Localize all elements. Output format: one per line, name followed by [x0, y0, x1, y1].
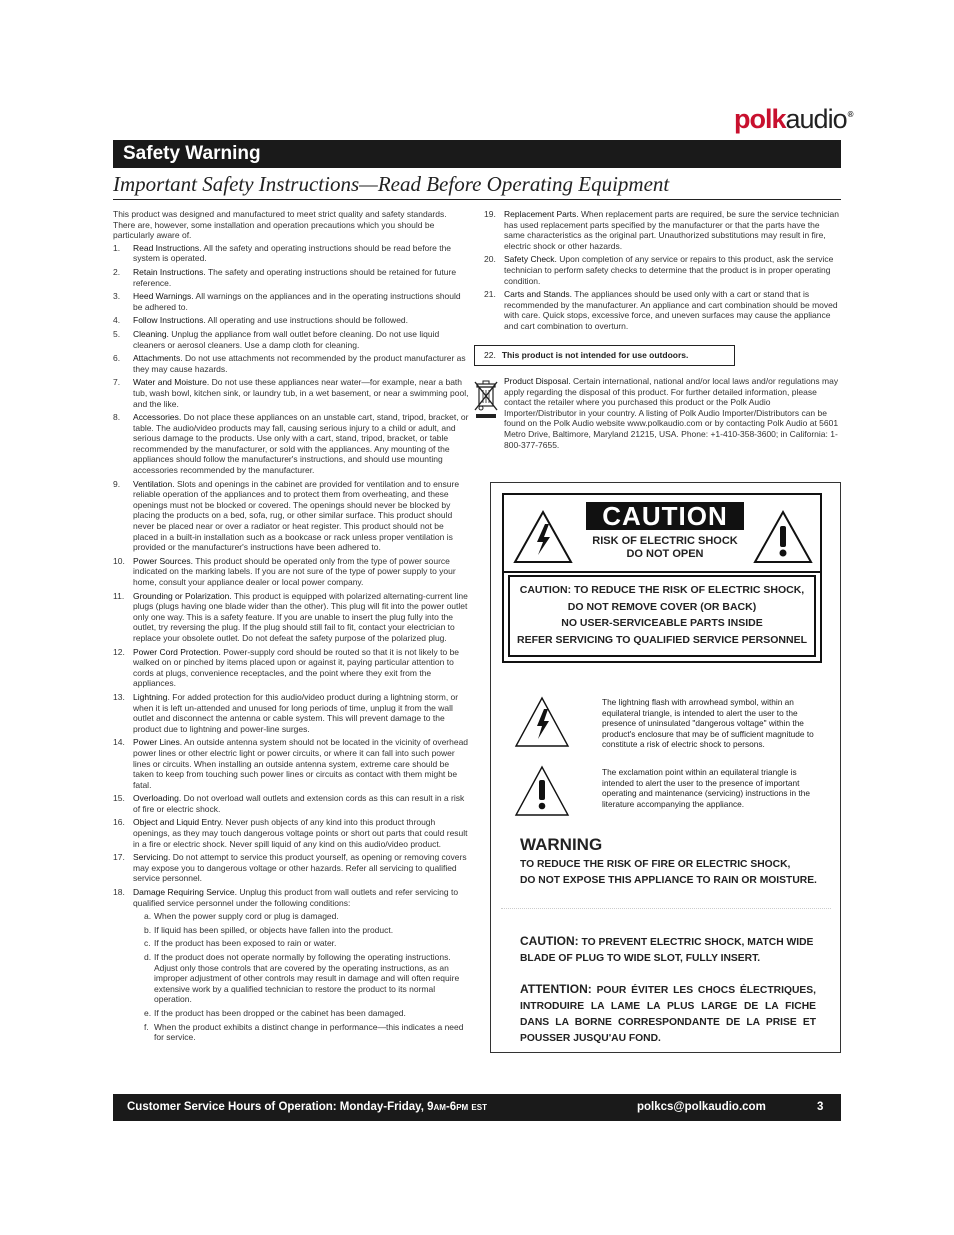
instruction-item: 7. Water and Moisture. Do not use these appliances near water—for example, near a bath tub, wash bowl, kitchen sink, or laundry tub, in a wet basement, or near a swimming pool, and the like. — [113, 377, 469, 409]
service-hours: Customer Service Hours of Operation: Monday-Friday, 9AM-6PM EST — [127, 1101, 487, 1113]
instruction-item: 19. Replacement Parts. When replacement parts are required, be sure the service technician has used replacement parts specified by the manufacturer or that the parts have the same characteristics as the original part. Unauthorized substitutions may result in fire, electric shock or other hazards. — [484, 209, 839, 251]
instruction-item: 14. Power Lines. An outside antenna system should not be located in the vicinity of overhead power lines or other electric light or power circuits, or where it can fall into such power lines or circuits. When installing an outside antenna system, extreme care should be taken to keep from touching such power lines or circuits as contact with them might be fatal. — [113, 737, 469, 790]
risk-of-shock-text: RISK OF ELECTRIC SHOCK DO NOT OPEN — [592, 535, 738, 560]
page-number: 3 — [817, 1101, 824, 1113]
exclamation-symbol-icon — [513, 764, 571, 818]
condition-subitem: b. If liquid has been spilled, or objects have fallen into the product. — [144, 924, 394, 935]
instruction-item: 9. Ventilation. Slots and openings in the cabinet are provided for ventilation and to ensure reliable operation of the appliances and to protect them from overheating, and these openings must not be blocked or covered. The openings should never be blocked by placing the products on a bed, sofa, rug, or other similar surface. This product should never be placed near or over a radiator or heat register. This product should not be placed in a built-in installation such as a bookcase or rack unless proper ventilation is provided or the manufacturer's instructions have been adhered to. — [113, 478, 460, 553]
condition-subitem: d. If the product does not operate normally by following the operating instructions. Adjust only those controls that are covered by the operating instructions, as an improper adjustment of other controls may result in damage and will often require extensive work by a qualified technician to restore the product to its normal operation. — [144, 952, 460, 1005]
instruction-item: 21. Carts and Stands. The appliances should be used only with a cart or stand that is recommended by the manufacturer. An appliance and cart combination should be moved with care. Quick stops, excessive force, and uneven surfaces may cause the appliance and cart combination to overturn. — [484, 289, 838, 331]
warning-text: TO REDUCE THE RISK OF FIRE OR ELECTRIC SHOCK, DO NOT EXPOSE THIS APPLIANCE TO RAIN OR MOISTURE. — [520, 859, 817, 886]
condition-subitem: f. When the product exhibits a distinct change in performance—this indicates a need for service. — [144, 1021, 464, 1043]
instruction-item: 18. Damage Requiring Service. Unplug this product from wall outlets and refer servicing to qualified service personnel under the following conditions: — [113, 887, 459, 908]
instruction-item: 16. Object and Liquid Entry. Never push objects of any kind into this product through openings, as they may touch dangerous voltage points or short out parts that could result in a fire or electric shock. Never spill liquid of any kind on this audio/video product. — [113, 817, 468, 849]
instruction-item: 20. Safety Check. Upon completion of any service or repairs to this product, ask the service technician to perform safety checks to determine that the product is in proper operating condition. — [484, 254, 834, 286]
instruction-item: 4. Follow Instructions. All operating and use instructions should be followed. — [113, 315, 409, 326]
attention-french-text: ATTENTION: POUR ÉVITER LES CHOCS ÉLECTRIQUES, INTRODUIRE LA LAME LA PLUS LARGE DE LA FICHE DANS LA BORNE CORRESPONDANTE DE LA PRISE ET POUSSER JUSQU'AU FOND. — [520, 982, 816, 1044]
footer-bar — [113, 1094, 841, 1121]
instruction-item: 6. Attachments. Do not use attachments not recommended by the product manufacturer as they may cause hazards. — [113, 353, 466, 374]
instruction-item: 11. Grounding or Polarization. This product is equipped with polarized alternating-current line plugs (plugs having one blade wider than the other). This plug will fit into the power outlet only one way. This is a safety feature. If you are unable to insert the plug fully into the outlet, try reversing the plug. If the plug should still fail to fit, contact your electrician to replace your obsolete outlet. Do not defeat the safety purpose of the polarized plug. — [113, 590, 468, 643]
warning-title: WARNING — [520, 835, 603, 854]
weee-crossed-bin-icon — [474, 379, 498, 419]
caution-instructions: CAUTION: TO REDUCE THE RISK OF ELECTRIC SHOCK, DO NOT REMOVE COVER (OR BACK) NO USER-SERVICEABLE PARTS INSIDE REFER SERVICING TO QUALIFIED SERVICE PERSONNEL — [508, 575, 816, 657]
instructions-right-column — [484, 209, 841, 335]
condition-subitem: c. If the product has been exposed to rain or water. — [144, 938, 337, 949]
intro-paragraph: This product was designed and manufactured to meet strict quality and safety standards. There are, however, some installation and operation precautions which you should be particularly aware of. — [113, 209, 447, 241]
instruction-item: 8. Accessories. Do not place these appliances on an unstable cart, stand, tripod, bracket, or table. The audio/video products may fall, causing serious injury to a child or adult, and serious damage to the products. Use only with a cart, stand, tripod, bracket, or table recommended by the manufacturer, or sold with the appliances. Any mounting of the appliances should follow the manufacturer's instructions, and should use mounting accessories recommended by the manufacturer. — [113, 412, 469, 476]
condition-subitem: e. If the product has been dropped or the cabinet has been damaged. — [144, 1007, 406, 1018]
polk-audio-logo: polkaudio® — [734, 104, 853, 134]
section-header: Safety Warning — [113, 140, 841, 168]
lightning-symbol-icon — [513, 695, 571, 749]
condition-subitem: a. When the power supply cord or plug is damaged. — [144, 911, 339, 922]
instruction-item: 13. Lightning. For added protection for this audio/video product during a lightning storm, or when it is left un-attended and unused for long periods of time, unplug it from the wall outlet and disconnect the antenna or cable system. This will prevent damage to the product due to lightning and power-line surges. — [113, 691, 459, 734]
outdoor-notice-box: 22. This product is not intended for use outdoors. — [474, 345, 735, 366]
instruction-item: 3. Heed Warnings. All warnings on the appliances and in the operating instructions should be adhered to. — [113, 291, 461, 312]
instruction-item: 10. Power Sources. This product should be operated only from the type of power source indicated on the marking labels. If you are not sure of the type of power supply to your home, consult your appliance dealer or local power company. — [113, 555, 456, 587]
product-disposal — [474, 376, 841, 450]
lightning-warning-icon — [512, 509, 574, 565]
disposal-title: Product Disposal. — [504, 376, 571, 386]
exclamation-symbol-text: The exclamation point within an equilateral triangle is intended to alert the user to the presence of important operating and maintenance (servicing) instructions in the literature accompanying the appliance. — [602, 767, 810, 809]
caution-title: CAUTION — [586, 502, 744, 530]
instruction-item: 15. Overloading. Do not overload wall outlets and extension cords as this can result in a risk of fire or electric shock. — [113, 793, 465, 814]
instruction-item: 2. Retain Instructions. The safety and operating instructions should be retained for future reference. — [113, 266, 457, 288]
page-subtitle: Important Safety Instructions—Read Before Operating Equipment — [113, 172, 841, 200]
plug-caution-text: CAUTION: TO PREVENT ELECTRIC SHOCK, MATCH WIDE BLADE OF PLUG TO WIDE SLOT, FULLY INSERT. — [520, 934, 814, 964]
caution-label-image — [490, 482, 841, 1053]
support-email-link[interactable]: polkcs@polkaudio.com — [637, 1101, 766, 1113]
caution-label-inner — [502, 493, 822, 663]
instruction-item: 1. Read Instructions. All the safety and operating instructions should be read before the system is operated. — [113, 242, 452, 264]
disposal-text: Certain international, national and/or local laws and/or regulations may apply regarding the disposal of this product. For further detailed information, please contact the retailer where you purchased this product or the Polk Audio Importer/Distributor in your country. A listing of Polk Audio Importer/Distributors can be found on the Polk Audio website www.polkaudio.com or by contacting Polk Audio at 5601 Metro Drive, Baltimore, Maryland 21215, USA. Phone: +1-410-358-3600; in California: 1-800-377-7655. — [504, 376, 839, 450]
instruction-item: 12. Power Cord Protection. Power-supply cord should be routed so that it is not likely to be walked on or pinched by items placed upon or against it, paying particular attention to cords at plugs, convenience receptacles, and the point where they exit from the appliances. — [113, 646, 460, 689]
lightning-symbol-text: The lightning flash with arrowhead symbol, within an equilateral triangle, is intended to alert the user to the presence of uninsulated "dangerous voltage" within the product's enclosure that may be of sufficient magnitude to constitute a risk of electric shock to persons. — [602, 697, 814, 750]
instruction-item: 17. Servicing. Do not attempt to service this product yourself, as opening or removing covers may expose you to dangerous voltage or other hazards. Refer all servicing to qualified service personnel. — [113, 852, 467, 884]
instructions-left-column — [113, 209, 469, 1046]
instruction-item: 5. Cleaning. Unplug the appliance from wall outlet before cleaning. Do not use liquid cleaners or aerosol cleaners. Use a damp cloth for cleaning. — [113, 328, 440, 350]
exclamation-warning-icon — [752, 509, 814, 565]
